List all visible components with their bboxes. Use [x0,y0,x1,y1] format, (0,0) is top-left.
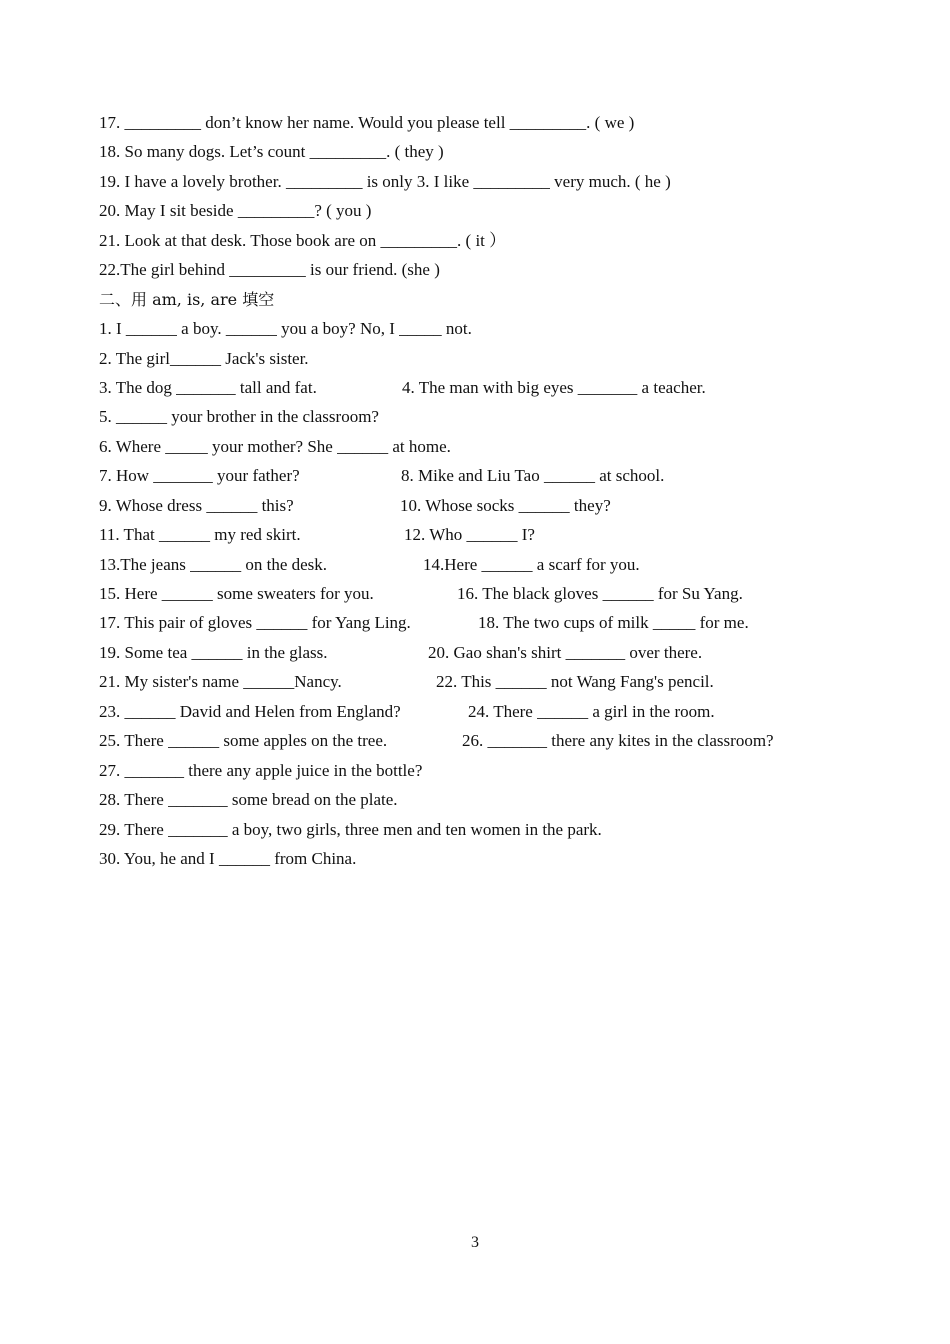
exercise-text: 29. There _______ a boy, two girls, three men and ten women in the park. [99,819,602,839]
exercise-line [99,582,899,611]
exercise-line [99,700,899,729]
exercise-line [99,611,899,640]
exercise-line [99,729,899,758]
exercise-line [99,347,899,376]
exercise-line [99,140,899,169]
exercise-text: 22.The girl behind _________ is our friend. (she ) [99,260,440,280]
exercise-line [99,405,899,434]
exercise-text: 30. You, he and I ______ from China. [99,848,357,868]
exercise-text: 10. Whose socks ______ they? [400,495,611,515]
exercise-text: 4. The man with big eyes _______ a teacher. [402,377,706,397]
exercise-line [99,435,899,464]
exercise-line [99,641,899,670]
exercise-text: 19. Some tea ______ in the glass. [99,642,328,662]
exercise-text: 1. I ______ a boy. ______ you a boy? No, I _____ not. [99,319,472,339]
exercise-text: 14.Here ______ a scarf for you. [423,554,640,574]
exercise-text: 17. _________ don’t know her name. Would you please tell _________. ( we ) [99,113,635,132]
exercise-text: 24. There ______ a girl in the room. [468,701,715,721]
exercise-lines [99,111,899,876]
exercise-text: 27. _______ there any apple juice in the bottle? [99,760,423,780]
exercise-line [99,111,899,140]
exercise-text: 18. The two cups of milk _____ for me. [478,613,749,633]
exercise-line [99,670,899,699]
exercise-text: 13.The jeans ______ on the desk. [99,554,328,574]
exercise-line [99,199,899,228]
exercise-line [99,317,899,346]
exercise-text: 17. This pair of gloves ______ for Yang Ling. [99,613,411,633]
exercise-text: 5. ______ your brother in the classroom? [99,407,379,427]
exercise-text: 8. Mike and Liu Tao ______ at school. [401,466,665,486]
exercise-text: 3. The dog _______ tall and fat. [99,377,317,397]
exercise-text: 20. May I sit beside _________? ( you ) [99,201,372,221]
exercise-text: 15. Here ______ some sweaters for you. [99,584,374,603]
exercise-text: 11. That ______ my red skirt. [99,525,301,545]
exercise-line [99,494,899,523]
exercise-text: 21. Look at that desk. Those book are on _________. ( it ） [99,230,507,250]
exercise-text: 7. How _______ your father? [99,466,300,486]
exercise-line [99,170,899,199]
exercise-text: 19. I have a lovely brother. _________ is only 3. I like _________ very much. ( he ) [99,171,671,191]
exercise-text: 22. This ______ not Wang Fang's pencil. [436,672,714,692]
page-number: 3 [471,1234,479,1251]
section-heading [99,288,899,317]
exercise-line [99,523,899,552]
exercise-text: 25. There ______ some apples on the tree. [99,731,388,751]
exercise-line [99,464,899,493]
exercise-line [99,258,899,287]
exercise-text: 26. _______ there any kites in the classroom? [462,731,774,751]
exercise-line [99,229,899,258]
section-heading-text: 二、用 am, is, are 填空 [99,289,275,309]
exercise-text: 28. There _______ some bread on the plate. [99,790,398,810]
exercise-line [99,788,899,817]
exercise-line [99,553,899,582]
exercise-text: 6. Where _____ your mother? She ______ at home. [99,436,451,456]
exercise-text: 12. Who ______ I? [404,525,535,545]
exercise-text: 9. Whose dress ______ this? [99,495,294,515]
exercise-text: 18. So many dogs. Let’s count _________. ( they ) [99,142,444,162]
exercise-line [99,376,899,405]
exercise-text: 16. The black gloves ______ for Su Yang. [457,584,743,603]
exercise-line [99,759,899,788]
exercise-line [99,818,899,847]
exercise-text: 2. The girl______ Jack's sister. [99,348,309,368]
exercise-text: 23. ______ David and Helen from England? [99,701,401,721]
exercise-line [99,847,899,876]
exercise-text: 20. Gao shan's shirt _______ over there. [428,642,703,662]
exercise-text: 21. My sister's name ______Nancy. [99,672,342,692]
